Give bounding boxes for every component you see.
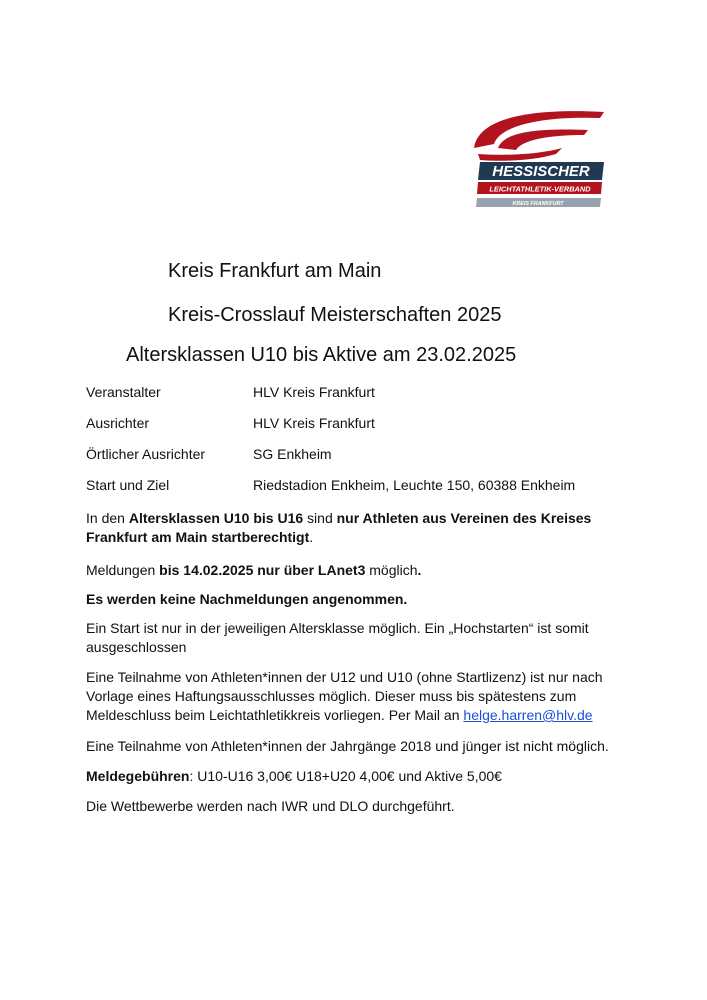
- hlv-logo: [470, 104, 606, 212]
- paragraph-age-class: Ein Start ist nur in der jeweiligen Altersklasse möglich. Ein „Hochstarten“ ist somit ausgeschlossen: [86, 620, 589, 655]
- text-run-bold: .: [417, 562, 422, 578]
- paragraph-eligibility: [86, 509, 626, 547]
- title-line-3: Altersklassen U10 bis Aktive am 23.02.2025: [126, 344, 517, 366]
- info-label: Veranstalter: [86, 384, 161, 400]
- paragraph-birth-years: Eine Teilnahme von Athleten*innen der Jahrgänge 2018 und jünger ist nicht möglich.: [86, 738, 609, 754]
- info-row: [86, 477, 646, 508]
- info-value: HLV Kreis Frankfurt: [253, 384, 375, 400]
- paragraph-rules: Die Wettbewerbe werden nach IWR und DLO durchgeführt.: [86, 798, 455, 814]
- text-run-bold: bis 14.02.2025 nur über LAnet3: [159, 562, 366, 578]
- info-label: Ausrichter: [86, 415, 150, 431]
- logo-swoosh-base: [478, 148, 562, 161]
- logo-swoosh-inner: [498, 130, 588, 150]
- text-run-bold: Es werden keine Nachmeldungen angenommen.: [86, 591, 408, 607]
- info-row: [86, 446, 646, 477]
- info-value: Riedstadion Enkheim, Leuchte 150, 60388 Enkheim: [253, 477, 576, 493]
- paragraph-registration: [86, 561, 626, 580]
- text-run-bold: Meldegebühren: [86, 768, 190, 784]
- info-label: Örtlicher Ausrichter: [86, 446, 206, 462]
- paragraph-waiver: [86, 668, 626, 725]
- logo-line1: HESSISCHER: [492, 163, 590, 180]
- email-link[interactable]: helge.harren@hlv.de: [463, 707, 593, 723]
- info-table: [86, 384, 646, 508]
- text-run: Eine Teilnahme von Athleten*innen der U12 und U10 (ohne Startlizenz) ist nur nach Vorlage eines Haftungsausschlusses möglich. Dieser muss bis spätestens zum Meldeschluss beim Leichtathletikkreis vorliegen. Per Mail an: [86, 669, 603, 723]
- info-row: [86, 384, 646, 415]
- text-run: sind: [303, 510, 337, 526]
- info-value: SG Enkheim: [253, 446, 332, 462]
- text-run-bold: Altersklassen U10 bis U16: [128, 510, 304, 526]
- info-value: HLV Kreis Frankfurt: [253, 415, 375, 431]
- title-line-1: Kreis Frankfurt am Main: [168, 260, 382, 282]
- info-row: [86, 415, 646, 446]
- text-run: möglich: [365, 562, 418, 578]
- info-label: Start und Ziel: [86, 477, 170, 493]
- title-line-2: Kreis-Crosslauf Meisterschaften 2025: [168, 304, 502, 326]
- logo-swoosh-outer: [474, 111, 604, 148]
- logo-line2: LEICHTATHLETIK-VERBAND: [489, 184, 591, 194]
- text-run: In den: [86, 510, 129, 526]
- text-run-bold: nur Athleten aus Vereinen des Kreises Frankfurt am Main startberechtigt: [86, 510, 592, 545]
- text-run: Meldungen: [86, 562, 160, 578]
- text-run: .: [309, 529, 314, 545]
- paragraph-fees: [86, 767, 626, 786]
- logo-line3: KREIS FRANKFURT: [512, 201, 564, 207]
- paragraph-no-late-entries: [86, 590, 626, 609]
- text-run: : U10-U16 3,00€ U18+U20 4,00€ und Aktive 5,00€: [189, 768, 502, 784]
- hlv-logo-graphic: [470, 104, 606, 212]
